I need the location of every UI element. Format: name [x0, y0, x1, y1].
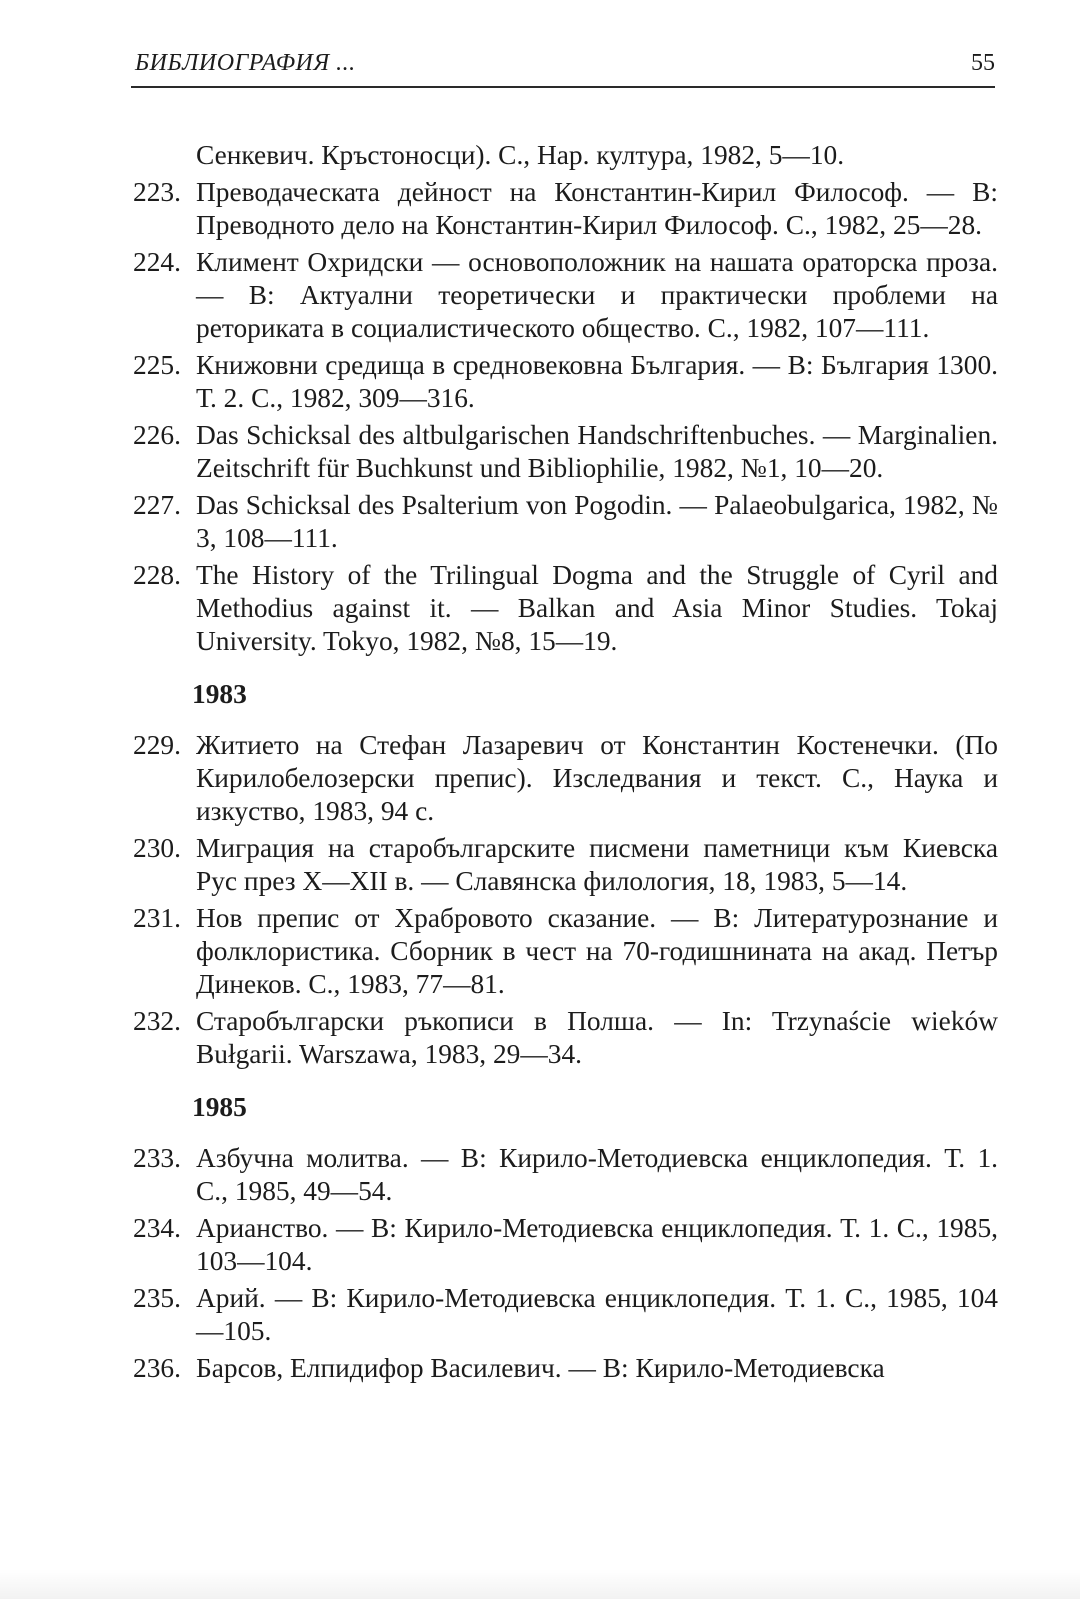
page-header — [131, 44, 995, 88]
entries-1983 — [133, 729, 998, 1071]
entry-number: 225. — [133, 350, 181, 380]
entry-number: 224. — [133, 247, 181, 277]
entry-text: Житието на Стефан Лазаревич от Константин Костенечки. (По Кирилобелозерски препис). Изследвания и текст. С., Наука и изкуство, 1983, 94 с. — [196, 730, 998, 826]
bibliography-entry — [133, 489, 998, 555]
entry-number: 234. — [133, 1213, 181, 1243]
entry-text: Das Schicksal des altbulgarischen Handschriftenbuches. — Marginalien. Zeitschrift für Buchkunst und Bibliophilie, 1982, №1, 10—20. — [196, 420, 998, 483]
bibliography-entry — [133, 246, 998, 345]
bibliography-entry — [133, 1352, 998, 1385]
entry-number: 230. — [133, 833, 181, 863]
bibliography-entry — [133, 419, 998, 485]
entry-number: 229. — [133, 730, 181, 760]
entry-number: 227. — [133, 490, 181, 520]
entry-number: 233. — [133, 1143, 181, 1173]
bibliography-entry — [133, 1282, 998, 1348]
entry-number: 232. — [133, 1006, 181, 1036]
entry-continuation: Сенкевич. Кръстоносци). С., Нар. култура, 1982, 5—10. — [196, 140, 845, 170]
entry-text: Барсов, Елпидифор Василевич. — В: Кирило-Методиевска — [196, 1353, 885, 1383]
bibliography-entry — [133, 832, 998, 898]
entry-text: Климент Охридски — основоположник на нашата ораторска проза. — В: Актуални теоретически и практически проблеми на реториката в социалистическото общество. С., 1982, 107—111. — [196, 247, 998, 343]
entry-number: 223. — [133, 177, 181, 207]
entry-text: Арий. — В: Кирило-Методиевска енциклопедия. Т. 1. С., 1985, 104—105. — [196, 1283, 998, 1346]
entry-text: Das Schicksal des Psalterium von Pogodin. — Palaeobulgarica, 1982, № 3, 108—111. — [196, 490, 998, 553]
entry-text: Старобългарски ръкописи в Полша. — In: Trzynaście wieków Bułgarii. Warszawa, 1983, 29—34. — [196, 1006, 998, 1069]
bibliography-entry — [133, 559, 998, 658]
bibliography-entry — [133, 176, 998, 242]
bibliography-entry — [133, 729, 998, 828]
entry-number: 236. — [133, 1353, 181, 1383]
bibliography-entry — [133, 349, 998, 415]
page-edge-shadow — [0, 1569, 1080, 1599]
bibliography-body — [133, 139, 998, 1389]
bibliography-entry — [133, 1142, 998, 1208]
running-title: БИБЛИОГРАФИЯ ... — [135, 50, 356, 76]
entry-number: 231. — [133, 903, 181, 933]
entry-text: Азбучна молитва. — В: Кирило-Методиевска енциклопедия. Т. 1. С., 1985, 49—54. — [196, 1143, 998, 1206]
entry-text: Арианство. — В: Кирило-Методиевска енциклопедия. Т. 1. С., 1985, 103—104. — [196, 1213, 998, 1276]
bibliography-entry — [133, 1005, 998, 1071]
entry-text: Нов препис от Храбровото сказание. — В: Литературознание и фолклористика. Сборник в чест на 70-годишнината на акад. Петър Динеков. С., 1983, 77—81. — [196, 903, 998, 999]
entry-text: Миграция на старобългарските писмени паметници към Киевска Рус през X—XII в. — Славянска филология, 18, 1983, 5—14. — [196, 833, 998, 896]
entry-text: The History of the Trilingual Dogma and the Struggle of Cyril and Methodius against it. — Balkan and Asia Minor Studies. Tokaj University. Tokyo, 1982, №8, 15—19. — [196, 560, 998, 656]
year-heading-1985: 1985 — [192, 1092, 247, 1122]
entry-number: 228. — [133, 560, 181, 590]
bibliography-entry — [133, 1212, 998, 1278]
entry-number: 226. — [133, 420, 181, 450]
year-heading-1983: 1983 — [192, 679, 247, 709]
entries-1985 — [133, 1142, 998, 1385]
entry-number: 235. — [133, 1283, 181, 1313]
page-number: 55 — [971, 50, 995, 76]
bibliography-entry — [133, 902, 998, 1001]
entries-1982 — [133, 176, 998, 658]
entry-text: Книжовни средища в средновековна България. — В: България 1300. Т. 2. С., 1982, 309—316. — [196, 350, 998, 413]
entry-text: Преводаческата дейност на Константин-Кирил Философ. — В: Преводното дело на Константин-Кирил Философ. С., 1982, 25—28. — [196, 177, 998, 240]
